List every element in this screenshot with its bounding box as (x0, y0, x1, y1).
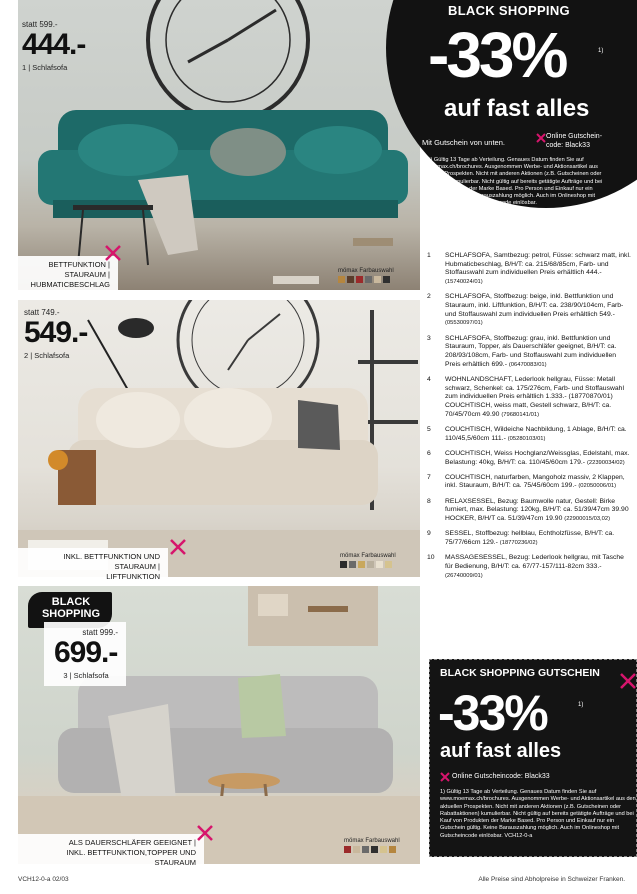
old-price: statt 599.- (22, 20, 58, 29)
product-number: 1 | Schlafsofa (22, 63, 68, 72)
old-price: statt 749.- (24, 308, 60, 317)
article-number: (22900015/03,02) (564, 516, 611, 523)
list-item (427, 293, 633, 328)
item-description: MASSAGESESSEL, Bezug: Lederlook hellgrau, mit Tasche für Bedienung, B/H/T: ca. 67/77-157/111-82cm 333.- (26740009/01) (445, 554, 624, 579)
item-number: 9 (427, 530, 431, 538)
article-number: (79680141/01) (501, 411, 540, 418)
article-number: (15740024/01) (445, 279, 483, 286)
product-number: 2 | Schlafsofa (24, 351, 70, 360)
badge-fine-print: 1) Gültig 13 Tage ab Verteilung. Genaues Datum finden Sie auf www.moemax.ch/brochures. Ausgenommen Werbe- und Aktionsartikel aus den aktuellen Prospekten. Nicht mit anderen Aktionen (z.B. Gutscheinen oder Rabattaktionen) kumulierbar. Nicht gültig auf bereits getätigte Aufträge und bei Kauf von Produkten der Marke Based. Pro Person und Einkauf nur ein Gutschein gültig. Keine Barauszahlung möglich. Auch im Onlineshop mit Gutscheincode einlösbar. (408, 157, 603, 207)
list-item (427, 252, 633, 287)
product-number: 3 | Schlafsofa (63, 671, 109, 680)
item-number: 6 (427, 449, 431, 457)
item-number: 5 (427, 425, 431, 433)
badge-subtitle: auf fast alles (444, 95, 590, 122)
black-shopping-badge (386, 0, 637, 208)
price-box-2 (24, 308, 87, 360)
badge-title: BLACK SHOPPING (448, 3, 570, 18)
list-item (427, 376, 633, 420)
article-number: (18770236/02) (499, 539, 538, 546)
list-item (427, 426, 633, 443)
item-description: SESSEL, Stoffbezug: hellblau, Echtholzfüsse, B/H/T: ca. 75/77/66cm 129.- (18770236/02) (445, 530, 615, 546)
article-number: (02050006/01) (578, 483, 617, 490)
black-shopping-sticker: BLACK SHOPPING (41, 596, 101, 620)
item-description: SCHLAFSOFA, Stoffbezug: grau, inkl. Bettfunktion und Stauraum, Topper, als Dauerschläfer geeignet, B/H/T: ca. 208/93/108cm, Farb- und Stoffauswahl zum individuellen Preis erhältlich 699.- (06470083/01) (445, 334, 617, 368)
item-description: COUCHTISCH, Wildeiche Nachbildung, 1 Ablage, B/H/T: ca. 110/45,5/60cm 111.- (05280103/01) (445, 425, 627, 442)
list-item (427, 450, 633, 467)
voucher-footnote-mark: 1) (578, 702, 584, 708)
color-swatches-2: mömax Farbauswahl (340, 553, 396, 568)
item-description: SCHLAFSOFA, Samtbezug: petrol, Füsse: schwarz matt, inkl. Hubmaticbeschlag, B/H/T: ca. 215/68/85cm, Farb- und Stoffauswahl zum individuellen Preis erhältlich 444.- (15740024/01) (445, 252, 631, 286)
price: 444.- (22, 28, 86, 61)
product-list (427, 252, 633, 587)
voucher-percent: -33% (438, 685, 547, 741)
badge-code: Online Gutschein- code: Black33 (546, 133, 603, 149)
item-description: RELAXSESSEL, Bezug: Baumwolle natur, Gestell: Birke furniert, max. Belastung: 120kg, B/H/T: ca. 51/39/47cm 39.90 HOCKER, B/H/T ca. 51/39/47cm 19.90 (22900015/03,02) (445, 497, 629, 523)
item-number: 7 (427, 473, 431, 481)
voucher-fine-print: 1) Gültig 13 Tage ab Verteilung. Genaues Datum finden Sie auf www.moemax.ch/brochures. Ausgenommen Werbe- und Aktionsartikel aus den aktuellen Prospekten. Nicht mit anderen Aktionen (z.B. Gutscheinen oder Rabattaktionen) kumulierbar. Nicht gültig auf bereits getätigte Aufträge und bei Kauf von Produkten der Marke Based. Pro Person und Einkauf nur ein Gutschein gültig. Keine Barauszahlung möglich. Auch im Onlineshop mit Gutscheincode einlösbar. VCH12-0-a (440, 789, 636, 839)
voucher-title: BLACK SHOPPING GUTSCHEIN (440, 667, 600, 679)
item-description: SCHLAFSOFA, Stoffbezug: beige, inkl. Bettfunktion und Stauraum, inkl. Liftfunktion, B/H/T: ca. 238/90/104cm, Farb- und Stoffauswahl zum individuellen Preis erhältlich 549.- (05530097/01) (445, 293, 624, 327)
item-number: 4 (427, 375, 431, 383)
price-box-3 (44, 622, 126, 686)
feature-label-3: ALS DAUERSCHLÄFER GEEIGNET | INKL. BETTFUNKTION,TOPPER UND STAURAUM (18, 834, 204, 872)
article-number: (06470083/01) (508, 361, 547, 368)
item-number: 8 (427, 497, 431, 505)
item-description: COUCHTISCH, naturfarben, Mangoholz massiv, 2 Klappen, inkl. Stauraum, B/H/T: ca. 75/45/60cm 199.- (02050006/01) (445, 473, 625, 490)
close-icon (169, 538, 187, 556)
list-item (427, 530, 633, 547)
item-number: 3 (427, 334, 431, 342)
article-number: (05280103/01) (507, 435, 546, 442)
feature-label-2: INKL. BETTFUNKTION UND STAURAUM | LIFTFUNKTION (18, 548, 168, 586)
badge-footnote-mark: 1) (598, 48, 604, 54)
voucher-coupon (429, 659, 637, 857)
list-item (427, 474, 633, 491)
scissors-cut-icon (619, 672, 637, 690)
list-item (427, 554, 633, 580)
voucher-subtitle: auf fast alles (440, 740, 562, 762)
old-price: statt 999.- (82, 628, 118, 637)
close-icon (440, 772, 450, 782)
item-description: COUCHTISCH, Weiss Hochglanz/Weissglas, Edelstahl, max. Belastung: 40kg, B/H/T: ca. 110/45/60cm 179.- (22390034/02) (445, 449, 630, 466)
item-number: 2 (427, 293, 431, 301)
voucher-code: Online Gutscheincode: Black33 (452, 773, 550, 780)
badge-voucher-note: Mit Gutschein von unten. (422, 138, 505, 147)
footer-note: Alle Preise sind Abholpreise in Schweizer Franken. (478, 876, 625, 883)
list-item (427, 498, 633, 524)
footer-code: VCH12-0-a 02/03 (18, 876, 69, 883)
color-swatches-3: mömax Farbauswahl (344, 838, 400, 853)
item-number: 1 (427, 252, 431, 259)
article-number: (22390034/02) (586, 459, 625, 466)
item-number: 10 (427, 554, 435, 562)
price: 549.- (24, 316, 88, 349)
close-icon (196, 824, 214, 842)
close-icon (104, 244, 122, 262)
color-swatches-1: mömax Farbauswahl (338, 268, 394, 283)
article-number: (05530097/01) (445, 320, 483, 327)
feature-label-1: BETTFUNKTION | STAURAUM | HUBMATICBESCHLAG (18, 256, 118, 294)
close-icon (536, 133, 546, 143)
price: 699.- (54, 636, 118, 669)
list-item (427, 335, 633, 370)
item-description: WOHNLANDSCHAFT, Lederlook hellgrau, Füsse: Metall schwarz, Schenkel: ca. 175/276cm, Farb- und Stoffauswahl zum individuellen Preis erhältlich 1.333.- (18770870/01) COUCHTISCH, weiss matt, Gestell schwarz, B/H/T: ca. 70/45/70cm 49.90 (79680141/01) (445, 375, 624, 418)
article-number: (26740009/01) (445, 572, 483, 579)
badge-percent: -33% (428, 19, 566, 91)
price-box-1 (22, 20, 85, 72)
